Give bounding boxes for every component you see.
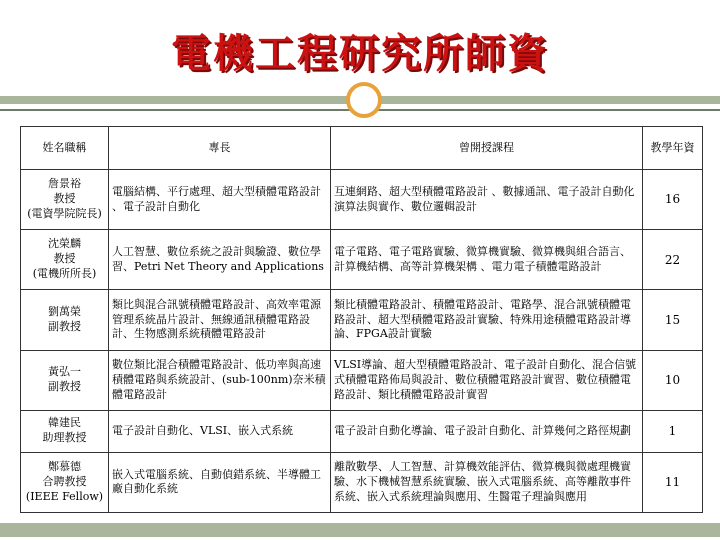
- header-courses: 曾開授課程: [331, 127, 643, 170]
- faculty-name: 黃弘一 副教授: [21, 350, 109, 410]
- faculty-specialty: 數位類比混合積體電路設計、低功率與高速積體電路與系統設計、(sub-100nm)奈米積體電路設計: [109, 350, 331, 410]
- faculty-specialty: 電子設計自動化、VLSI、嵌入式系統: [109, 410, 331, 452]
- table-row: [21, 230, 703, 290]
- faculty-name: 沈榮麟 教授 (電機所所長): [21, 230, 109, 290]
- faculty-name: 劉萬榮 副教授: [21, 290, 109, 350]
- faculty-years: 11: [643, 452, 703, 512]
- faculty-courses: 互連網路、超大型積體電路設計 、數據通訊、電子設計自動化演算法與實作、數位邏輯設計: [331, 170, 643, 230]
- faculty-courses: 類比積體電路設計、積體電路設計、電路學、混合訊號積體電路設計、超大型積體電路設計實驗、特殊用途積體電路設計導論、FPGA設計實驗: [331, 290, 643, 350]
- faculty-specialty: 電腦結構、平行處理、超大型積體電路設計 、電子設計自動化: [109, 170, 331, 230]
- table-row: [21, 350, 703, 410]
- table-header-row: [21, 127, 703, 170]
- faculty-specialty: 嵌入式電腦系統、自動偵錯系統、半導體工廠自動化系統: [109, 452, 331, 512]
- faculty-courses: VLSI導論、超大型積體電路設計、電子設計自動化、混合信號式積體電路佈局與設計、數位積體電路設計實習、數位積體電路設計、類比積體電路設計實習: [331, 350, 643, 410]
- faculty-years: 16: [643, 170, 703, 230]
- faculty-courses: 電子設計自動化導論、電子設計自動化、計算幾何之路徑規劃: [331, 410, 643, 452]
- faculty-years: 15: [643, 290, 703, 350]
- faculty-years: 22: [643, 230, 703, 290]
- table-row: [21, 410, 703, 452]
- faculty-years: 10: [643, 350, 703, 410]
- page-title: 電機工程研究所師資: [171, 31, 549, 77]
- faculty-table: [20, 126, 703, 513]
- faculty-courses: 離散數學、人工智慧、計算機效能評估、微算機與微處理機實驗、水下機械智慧系統實驗、嵌入式電腦系統、高等離散事件系統、嵌入式系統理論與應用、生醫電子理論與應用: [331, 452, 643, 512]
- table-row: [21, 452, 703, 512]
- ring-ornament-icon: [346, 82, 382, 118]
- faculty-courses: 電子電路、電子電路實驗、微算機實驗、微算機與組合語言、計算機結構、高等計算機架構 、電力電子積體電路設計: [331, 230, 643, 290]
- decorative-bar-bottom: [0, 523, 720, 537]
- faculty-name: 韓建民 助理教授: [21, 410, 109, 452]
- faculty-years: 1: [643, 410, 703, 452]
- table-row: [21, 290, 703, 350]
- faculty-name: 詹景裕 教授 (電資學院院長): [21, 170, 109, 230]
- table-row: [21, 170, 703, 230]
- faculty-name: 鄭慕德 合聘教授 (IEEE Fellow): [21, 452, 109, 512]
- header-years: 教學年資: [643, 127, 703, 170]
- faculty-specialty: 類比與混合訊號積體電路設計、高效率電源管理系統晶片設計、無線通訊積體電路設計、生物感測系統積體電路設計: [109, 290, 331, 350]
- header-name: 姓名職稱: [21, 127, 109, 170]
- faculty-specialty: 人工智慧、數位系統之設計與驗證、數位學習、Petri Net Theory and Applications: [109, 230, 331, 290]
- header-specialty: 專長: [109, 127, 331, 170]
